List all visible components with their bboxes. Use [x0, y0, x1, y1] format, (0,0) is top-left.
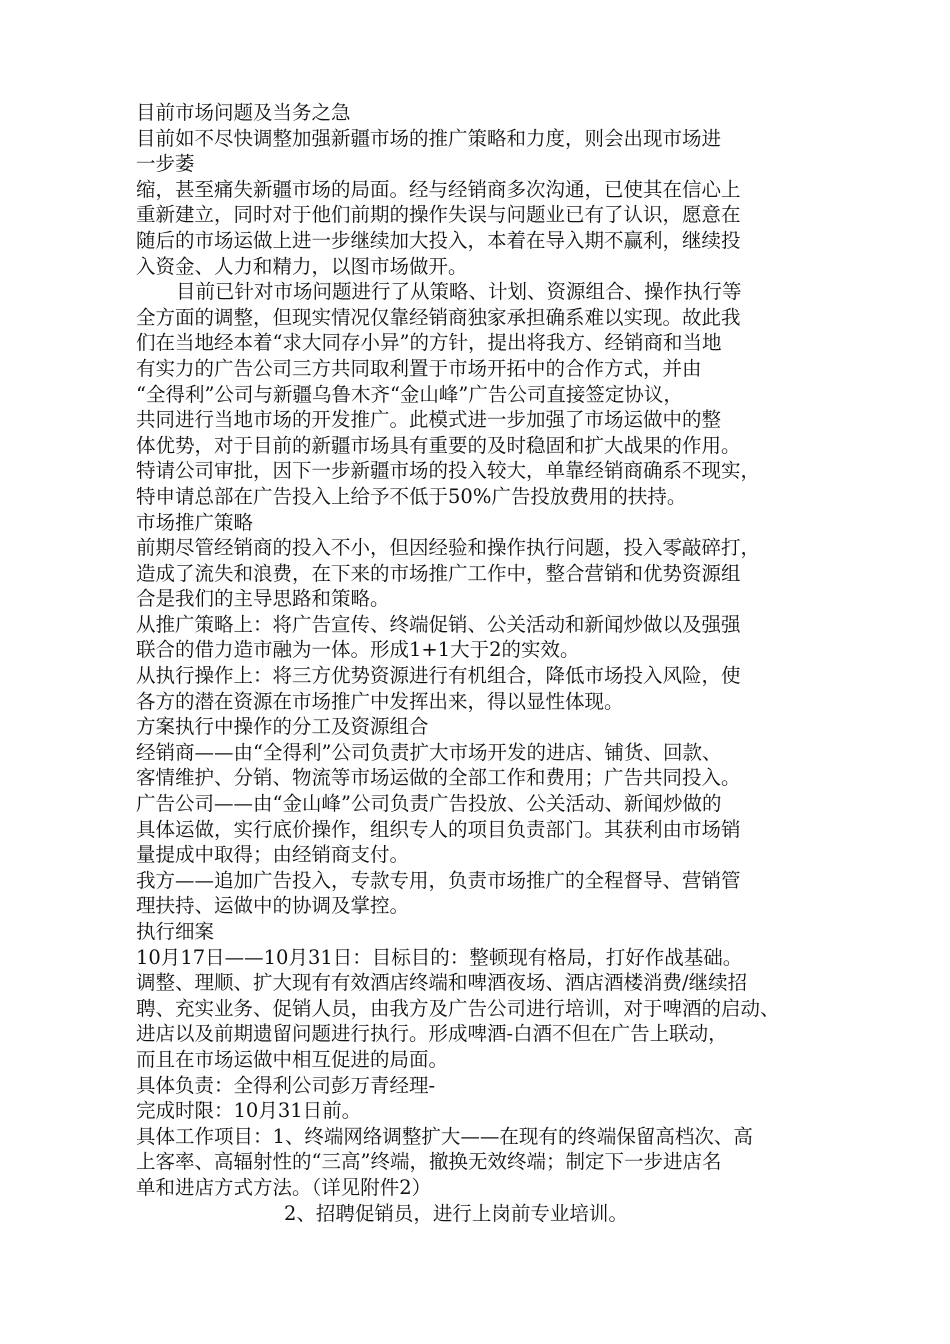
text-line: 特请公司审批，因下一步新疆市场的投入较大，单靠经销商确系不现实， [136, 459, 761, 483]
text-line: 目前市场问题及当务之急 [136, 101, 351, 124]
text-line: 单和进店方式方法。（详见附件2） [136, 1175, 432, 1199]
text-line: 全方面的调整，但现实情况仅靠经销商独家承担确系难以实现。故此我 [136, 305, 741, 329]
text-line: 上客率、高辐射性的“三高”终端，撤换无效终端；制定下一步进店名 [136, 1150, 722, 1174]
text-line: 目前如不尽快调整加强新疆市场的推广策略和力度，则会出现市场进 [136, 126, 722, 150]
text-line: 完成时限：10月31日前。 [136, 1099, 362, 1123]
text-line: 合是我们的主导思路和策略。 [136, 587, 390, 611]
document-page [136, 100, 826, 1226]
text-line: 聘、充实业务、促销人员，由我方及广告公司进行培训，对于啤酒的启动、 [136, 996, 780, 1020]
text-line: 体优势，对于目前的新疆市场具有重要的及时稳固和扩大战果的作用。 [136, 433, 741, 457]
text-line: 共同进行当地市场的开发推广。此模式进一步加强了市场运做中的整 [136, 408, 722, 432]
text-line: 特申请总部在广告投入上给予不低于50%广告投放费用的扶持。 [136, 484, 687, 508]
text-line: “全得利”公司与新疆乌鲁木齐“金山峰”广告公司直接签定协议， [136, 382, 683, 406]
text-line: 目前已针对市场问题进行了从策略、计划、资源组合、操作执行等 [176, 280, 742, 304]
text-line: 从执行操作上：将三方优势资源进行有机组合，降低市场投入风险，使 [136, 664, 741, 688]
text-line: 广告公司——由“金山峰”公司负责广告投放、公关活动、新闻炒做的 [136, 792, 722, 816]
text-line: 具体工作项目：1、终端网络调整扩大——在现有的终端保留高档次、高 [136, 1124, 753, 1148]
text-line: 随后的市场运做上进一步继续加大投入，本着在导入期不赢利，继续投 [136, 228, 741, 252]
text-line: 量提成中取得；由经销商支付。 [136, 843, 410, 867]
text-line: 进店以及前期遗留问题进行执行。形成啤酒-白酒不但在广告上联动， [136, 1022, 728, 1046]
text-line: 具体负责：全得利公司彭万青经理- [136, 1073, 436, 1097]
text-line: 前期尽管经销商的投入不小，但因经验和操作执行问题，投入零敲碎打， [136, 536, 761, 560]
text-line: 经销商——由“全得利”公司负责扩大市场开发的进店、铺货、回款、 [136, 740, 722, 764]
text-line: 执行细案 [136, 920, 215, 943]
text-line: 2、招聘促销员，进行上岗前专业培训。 [284, 1201, 628, 1225]
text-line: 各方的潜在资源在市场推广中发挥出来，得以显性体现。 [136, 689, 624, 713]
text-line: 客情维护、分销、物流等市场运做的全部工作和费用；广告共同投入。 [136, 766, 741, 790]
text-line: 从推广策略上：将广告宣传、终端促销、公关活动和新闻炒做以及强强 [136, 612, 741, 636]
text-line: 而且在市场运做中相互促进的局面。 [136, 1047, 449, 1071]
text-line: 方案执行中操作的分工及资源组合 [136, 715, 429, 739]
text-line: 理扶持、运做中的协调及掌控。 [136, 894, 410, 918]
text-line: 具体运做，实行底价操作，组织专人的项目负责部门。其获利由市场销 [136, 817, 741, 841]
text-line: 重新建立，同时对于他们前期的操作失误与问题业已有了认识，愿意在 [136, 203, 741, 227]
text-line: 联合的借力造市融为一体。形成1+1大于2的实效。 [136, 638, 580, 662]
text-line: 入资金、人力和精力，以图市场做开。 [136, 254, 468, 278]
text-line: 10月17日——10月31日：目标目的：整顿现有格局，打好作战基础。 [136, 945, 743, 969]
text-line: 们在当地经本着“求大同存小异”的方针，提出将我方、经销商和当地 [136, 331, 722, 355]
text-line: 造成了流失和浪费，在下来的市场推广工作中，整合营销和优势资源组 [136, 561, 741, 585]
text-line: 调整、理顺、扩大现有有效酒店终端和啤酒夜场、酒店酒楼消费/继续招 [136, 971, 748, 995]
text-line: 市场推广策略 [136, 510, 254, 534]
text-line: 一步萎 [136, 152, 195, 176]
text-line: 缩，甚至痛失新疆市场的局面。经与经销商多次沟通，已使其在信心上 [136, 177, 741, 201]
text-line: 有实力的广告公司三方共同取利置于市场开拓中的合作方式，并由 [136, 356, 702, 380]
text-line: 我方——追加广告投入，专款专用，负责市场推广的全程督导、营销管 [136, 868, 741, 892]
